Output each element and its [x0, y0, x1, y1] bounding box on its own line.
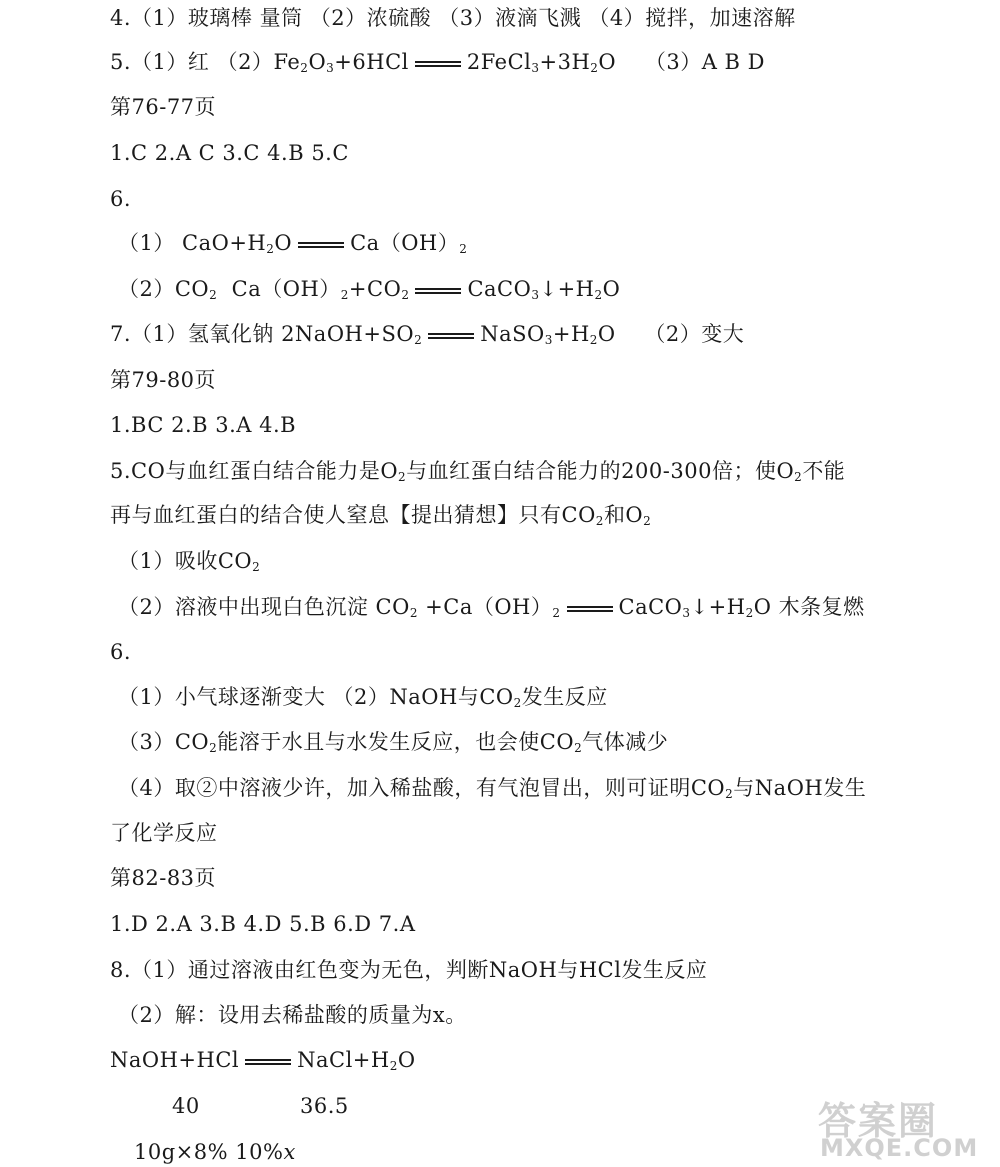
answer-line-8: 8.（1）通过溶液由红色变为无色，判断NaOH与HCl发生反应	[110, 958, 708, 982]
page-heading-76-77: 第76-77页	[110, 95, 217, 119]
answer-line-6b-4: （4）取②中溶液少许，加入稀盐酸，有气泡冒出，则可证明$CO_2$与NaOH发生	[118, 776, 867, 801]
equals-sign	[428, 333, 474, 339]
answer-line-5b-2: （2）溶液中出现白色沉淀 $CO_2 +Ca(OH)_2$ $CaCO_3↓+H_2O$ 木条复燃	[118, 595, 865, 620]
page-heading-82-83: 第82-83页	[110, 866, 217, 890]
answer-line-5: 5.（1）红 $(2)Fe_2O_3+6HCl$ $2FeCl_3+3H_2O$ （3）A B D	[110, 50, 765, 75]
answer-line-6: 6.	[110, 187, 132, 211]
answer-line-6b: 6.	[110, 640, 132, 664]
answer-line-7: 7.（1）氢氧化钠 $2NaOH+SO_2$ $NaSO_3+H_2O$ （2）变大	[110, 322, 745, 347]
equals-sign	[415, 288, 461, 294]
answer-line-6b-1: （1）小气球逐渐变大 （2）NaOH与$CO_2$发生反应	[118, 685, 608, 710]
molar-mass-hcl: 36.5	[300, 1094, 349, 1118]
equals-sign	[567, 606, 613, 612]
equals-sign	[415, 61, 461, 67]
molar-mass-naoh: 40	[172, 1094, 200, 1118]
answer-line-6b-4-cont: 了化学反应	[110, 821, 218, 845]
answer-line-5b-1: （1）吸收$CO_2$	[118, 549, 261, 574]
site-watermark: 答案圈 MXQE.COM	[818, 1099, 979, 1162]
answer-line-8-2: （2）解：设用去稀盐酸的质量为x。	[118, 1003, 467, 1027]
equals-sign	[298, 242, 344, 248]
equals-sign	[245, 1059, 291, 1065]
answer-line-mc-79: 1.BC 2.B 3.A 4.B	[110, 413, 297, 437]
answer-line-mc-76: 1.C 2.A C 3.C 4.B 5.C	[110, 141, 349, 165]
answer-line-4: 4.（1）玻璃棒 量筒 （2）浓硫酸 （3）液滴飞溅 （4）搅拌，加速溶解	[110, 6, 796, 30]
answer-line-6-2: $(2)CO_2$ $Ca(OH)_2+CO_2$ $CaCO_3↓+H_2O$	[118, 277, 621, 302]
mass-line: 10g×8% 10%x	[134, 1140, 296, 1164]
answer-line-5b: 5.CO与血红蛋白结合能力是$O_2$与血红蛋白结合能力的200-300倍；使$O_2$不能	[110, 459, 846, 484]
answer-line-6b-3: $(3)CO_2$能溶于水且与水发生反应，也会使$CO_2$气体减少	[118, 730, 669, 755]
page-heading-79-80: 第79-80页	[110, 368, 217, 392]
answer-line-5b-cont: 再与血红蛋白的结合使人窒息【提出猜想】只有$CO_2$和$O_2$	[110, 503, 652, 528]
answer-line-6-1: （1） $CaO+H_2O$ $Ca(OH)_2$	[118, 231, 468, 256]
equation-line: NaOH+HCl $NaCl+H_2O$	[110, 1048, 416, 1073]
answer-line-mc-82: 1.D 2.A 3.B 4.D 5.B 6.D 7.A	[110, 912, 416, 936]
